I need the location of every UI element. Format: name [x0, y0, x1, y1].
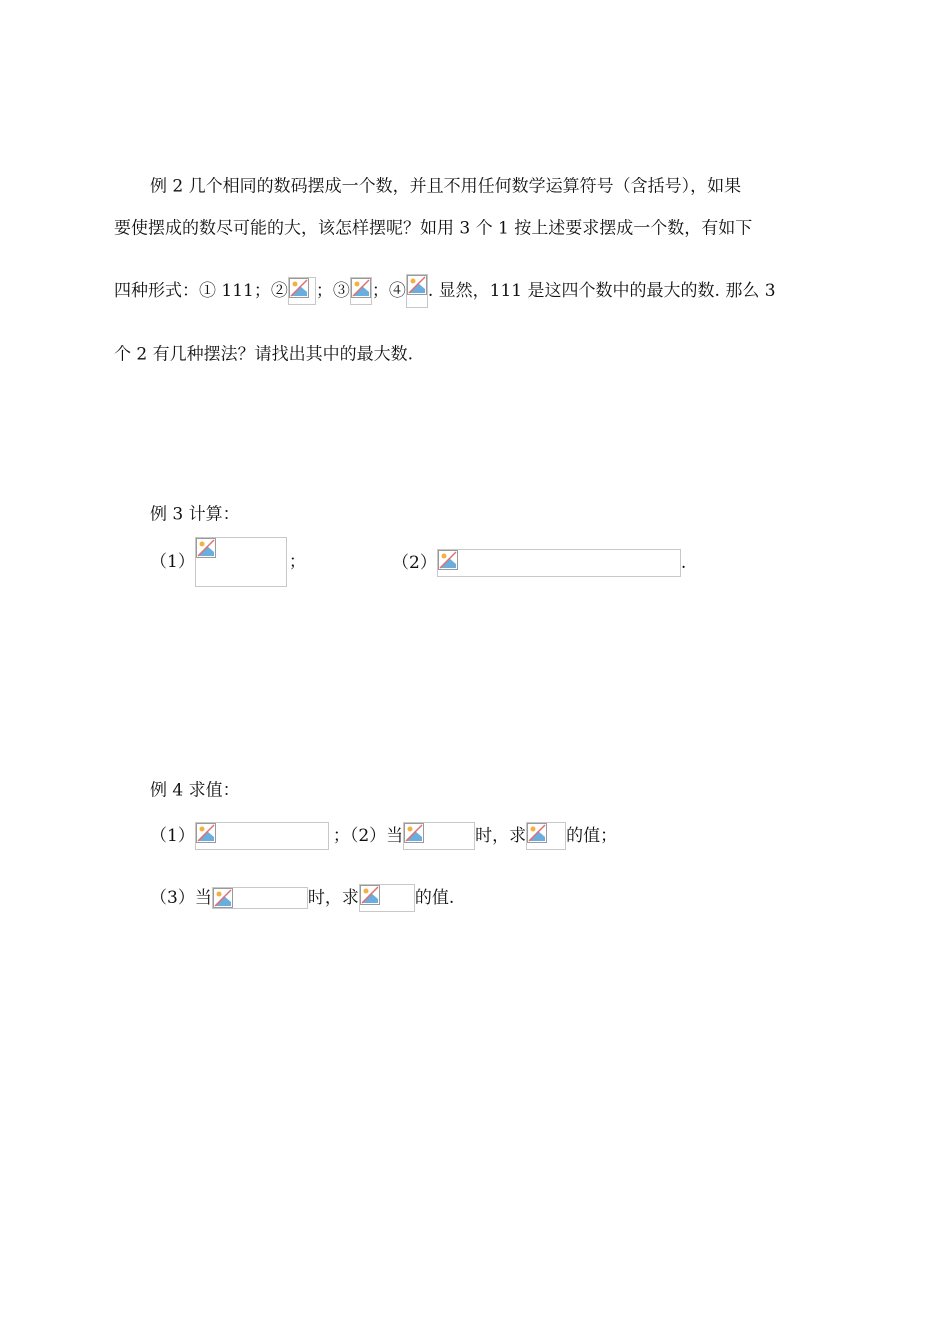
broken-image-icon [196, 823, 216, 843]
formula-image-2 [288, 277, 316, 305]
example4-item1-after: ；（2）当 [332, 826, 404, 846]
formula-image-3 [350, 277, 372, 305]
example2-line-4 [114, 341, 413, 367]
example4-item2-mid: 时，求 [475, 826, 527, 846]
example4-row-1 [150, 822, 617, 854]
example2-line-2 [114, 215, 752, 241]
formula-image-ex4-2a [403, 822, 475, 850]
example4-item3-label: （3）当 [150, 888, 212, 908]
example3-item-2 [392, 549, 686, 579]
formula-image-ex3-1 [195, 537, 287, 587]
broken-image-icon [404, 823, 424, 843]
formula-image-4 [406, 274, 428, 308]
formula-image-ex4-2b [526, 822, 566, 850]
example3-item1-after: ； [288, 552, 306, 572]
formula-image-ex4-1 [195, 822, 329, 850]
example2-text-1: 例 2 几个相同的数码摆成一个数，并且不用任何数学运算符号（含括号），如果 [150, 176, 742, 197]
example2-text-2: 要使摆成的数尽可能的大，该怎样摆呢？如用 3 个 1 按上述要求摆成一个数，有如下 [114, 218, 753, 239]
formula-image-ex4-3a [212, 887, 308, 909]
broken-image-icon [213, 888, 233, 908]
example2-line-3 [114, 274, 776, 314]
example4-item2-after: 的值； [566, 826, 618, 846]
formula-image-ex3-2 [437, 549, 681, 577]
broken-image-icon [196, 538, 216, 558]
example4-item3-mid: 时，求 [307, 888, 359, 908]
example3-item-1 [150, 537, 306, 589]
example2-text-3b: ；③ [315, 281, 350, 301]
broken-image-icon [527, 823, 547, 843]
example2-text-4: 个 2 有几种摆法？请找出其中的最大数. [114, 344, 414, 365]
example3-title-text: 例 3 计算： [150, 504, 240, 525]
example2-text-3d: . 显然，111 是这四个数中的最大的数. 那么 3 [427, 281, 776, 301]
broken-image-icon [438, 550, 458, 570]
broken-image-icon [407, 275, 427, 295]
example2-text-3a: 四种形式：① 111；② [114, 281, 288, 301]
broken-image-icon [360, 885, 380, 905]
example4-item1-label: （1） [150, 826, 195, 846]
example2-text-3c: ；④ [371, 281, 406, 301]
example4-title [150, 777, 240, 803]
broken-image-icon [289, 278, 309, 298]
formula-image-ex4-3b [359, 884, 415, 912]
example4-title-text: 例 4 求值： [150, 780, 240, 801]
example3-item1-label: （1） [150, 552, 195, 572]
example4-item3-after: 的值. [414, 888, 455, 908]
example4-row-2 [150, 884, 454, 916]
example3-title [150, 501, 240, 527]
example3-item2-after: . [680, 553, 687, 573]
example2-line-1 [150, 173, 741, 199]
example3-item2-label: （2） [392, 553, 437, 573]
broken-image-icon [351, 278, 371, 298]
